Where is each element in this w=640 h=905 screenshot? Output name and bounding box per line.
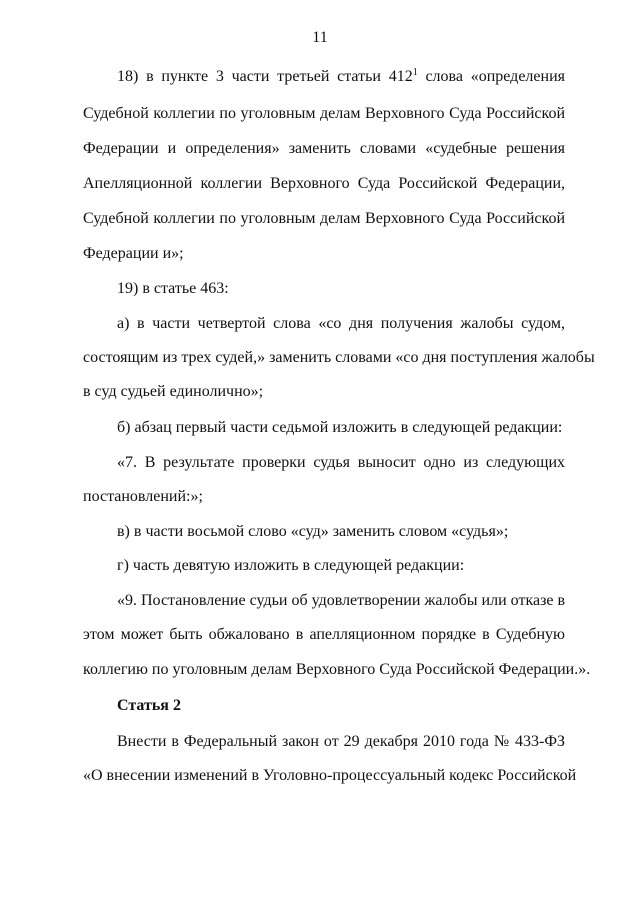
page-number: 11 — [312, 29, 328, 46]
article-2-line-1: Внести в Федеральный закон от 29 декабря 2010 года № 433-ФЗ — [117, 733, 565, 750]
item-19-a-line-2: состоящим из трех судей,» заменить словами «со дня поступления жалобы — [83, 349, 595, 366]
item-18-superscript: 1 — [412, 67, 418, 78]
item-19-quote-7-line-1: «7. В результате проверки судья выносит одно из следующих — [117, 454, 565, 471]
item-18-text-part-2: слова «определения — [417, 68, 565, 85]
item-18-line-5: Судебной коллегии по уголовным делам Верховного Суда Российской — [83, 210, 565, 227]
item-19-a-line-3: в суд судьей единолично»; — [83, 383, 264, 400]
item-18-line-2: Судебной коллегии по уголовным делам Верховного Суда Российской — [83, 105, 565, 122]
item-19-quote-9-line-3: коллегию по уголовным делам Верховного Суда Российской Федерации.». — [83, 661, 591, 678]
item-18-line-1 — [117, 67, 565, 87]
article-2-heading: Статья 2 — [117, 697, 181, 714]
item-19-g-line-1: г) часть девятую изложить в следующей редакции: — [117, 557, 465, 574]
item-18-line-3: Федерации и определения» заменить словами «судебные решения — [83, 140, 565, 157]
item-19-a-line-1: а) в части четвертой слова «со дня получения жалобы судом, — [117, 315, 565, 332]
item-19-v-line-1: в) в части восьмой слово «суд» заменить словом «судья»; — [117, 523, 509, 540]
item-18-line-6: Федерации и»; — [83, 245, 184, 262]
item-18-line-4: Апелляционной коллегии Верховного Суда Российской Федерации, — [83, 175, 565, 192]
item-19-quote-9-line-2: этом может быть обжаловано в апелляционном порядке в Судебную — [83, 626, 565, 643]
item-19-quote-9-line-1: «9. Постановление судьи об удовлетворении жалобы или отказе в — [117, 592, 566, 609]
article-2-line-2: «О внесении изменений в Уголовно-процессуальный кодекс Российской — [83, 767, 577, 784]
item-19-b-line-1: б) абзац первый части седьмой изложить в следующей редакции: — [117, 419, 563, 436]
item-19-quote-7-line-2: постановлений:»; — [83, 488, 203, 505]
item-19-intro: 19) в статье 463: — [117, 280, 229, 297]
item-18-text-part-1: 18) в пункте 3 части третьей статьи 412 — [117, 68, 413, 85]
